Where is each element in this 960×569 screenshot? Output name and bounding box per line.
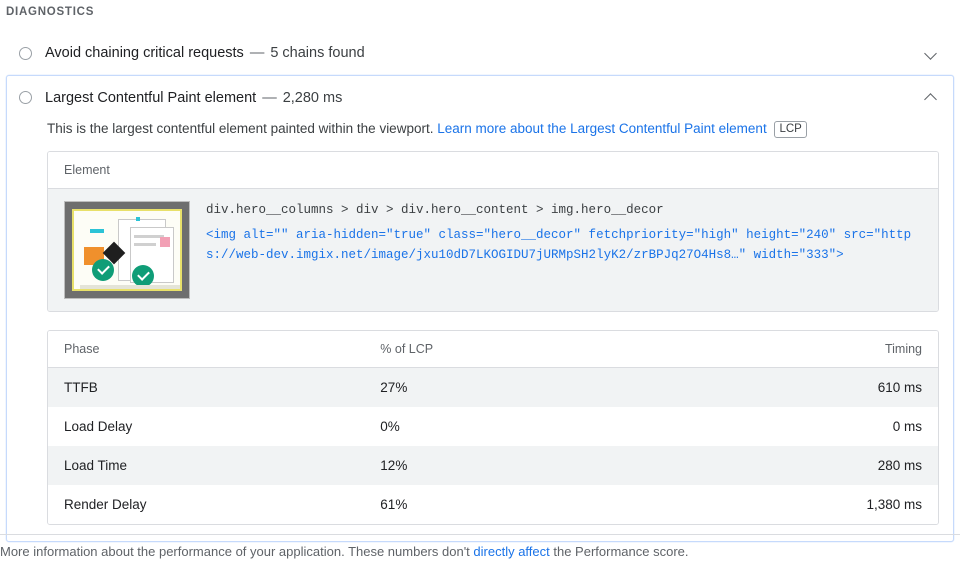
audit-status-icon <box>19 47 32 60</box>
cell-timing: 610 ms <box>877 380 922 396</box>
cell-phase: Load Time <box>64 458 128 474</box>
audit-item-critical-requests[interactable] <box>6 32 954 72</box>
cell-phase: Render Delay <box>64 497 147 513</box>
audit-title: Largest Contentful Paint element <box>45 89 257 106</box>
audit-status-icon <box>19 91 32 104</box>
table-row <box>48 407 938 446</box>
audit-header[interactable] <box>7 33 953 73</box>
table-row <box>48 485 938 524</box>
cell-pct: 61% <box>380 497 408 513</box>
element-thumbnail <box>64 201 190 299</box>
audit-header[interactable] <box>7 76 953 119</box>
audit-list <box>6 32 954 542</box>
audit-title: Avoid chaining critical requests <box>45 45 244 61</box>
audit-value: 5 chains found <box>270 45 365 61</box>
cell-phase: TTFB <box>64 380 98 396</box>
audit-description <box>21 119 939 151</box>
table-row <box>48 446 938 485</box>
element-snippet: <img alt="" aria-hidden="true" class="hero__decor" fetchpriority="high" height="240" src="https://web-dev.imgix.net/image/jxu10dD7LKOGIDU7jURMpSH2lyK2/zrBPJq27O4Hs8…" width="333"> <box>206 227 912 262</box>
chevron-up-icon[interactable] <box>923 90 939 106</box>
chevron-down-icon[interactable] <box>923 45 939 61</box>
page-title: DIAGNOSTICS <box>6 6 95 18</box>
status-badge: LCP <box>774 121 806 138</box>
audit-body <box>7 119 953 541</box>
element-code <box>206 201 922 299</box>
cell-timing: 0 ms <box>892 419 922 435</box>
divider <box>0 534 960 535</box>
cell-timing: 1,380 ms <box>866 497 922 513</box>
footer-text-before: More information about the performance of your application. These numbers don't <box>0 544 474 559</box>
audit-description-text: This is the largest contentful element painted within the viewport. <box>47 121 434 136</box>
audit-separator: — <box>262 89 277 106</box>
cell-timing: 280 ms <box>877 458 922 474</box>
column-header-phase: Phase <box>48 331 364 368</box>
footer-text-after: the Performance score. <box>549 544 689 559</box>
footer-note <box>0 544 689 559</box>
audit-value: 2,280 ms <box>282 89 343 106</box>
element-table <box>47 151 939 312</box>
cell-pct: 12% <box>380 458 408 474</box>
cell-pct: 0% <box>380 419 400 435</box>
phase-table-header-row <box>48 331 938 368</box>
table-row <box>48 368 938 408</box>
cell-phase: Load Delay <box>64 419 133 435</box>
column-header-pct: % of LCP <box>364 331 696 368</box>
audit-item-lcp-element[interactable] <box>6 75 954 542</box>
cell-pct: 27% <box>380 380 408 396</box>
phase-table <box>47 330 939 525</box>
element-table-header: Element <box>48 152 938 189</box>
table-row <box>48 189 938 311</box>
element-selector: div.hero__columns > div > div.hero__content > img.hero__decor <box>206 203 664 218</box>
learn-more-link[interactable]: Learn more about the Largest Contentful Paint element <box>437 121 767 136</box>
directly-affect-link[interactable]: directly affect <box>473 544 550 559</box>
audit-separator: — <box>249 45 265 61</box>
column-header-timing: Timing <box>696 331 938 368</box>
